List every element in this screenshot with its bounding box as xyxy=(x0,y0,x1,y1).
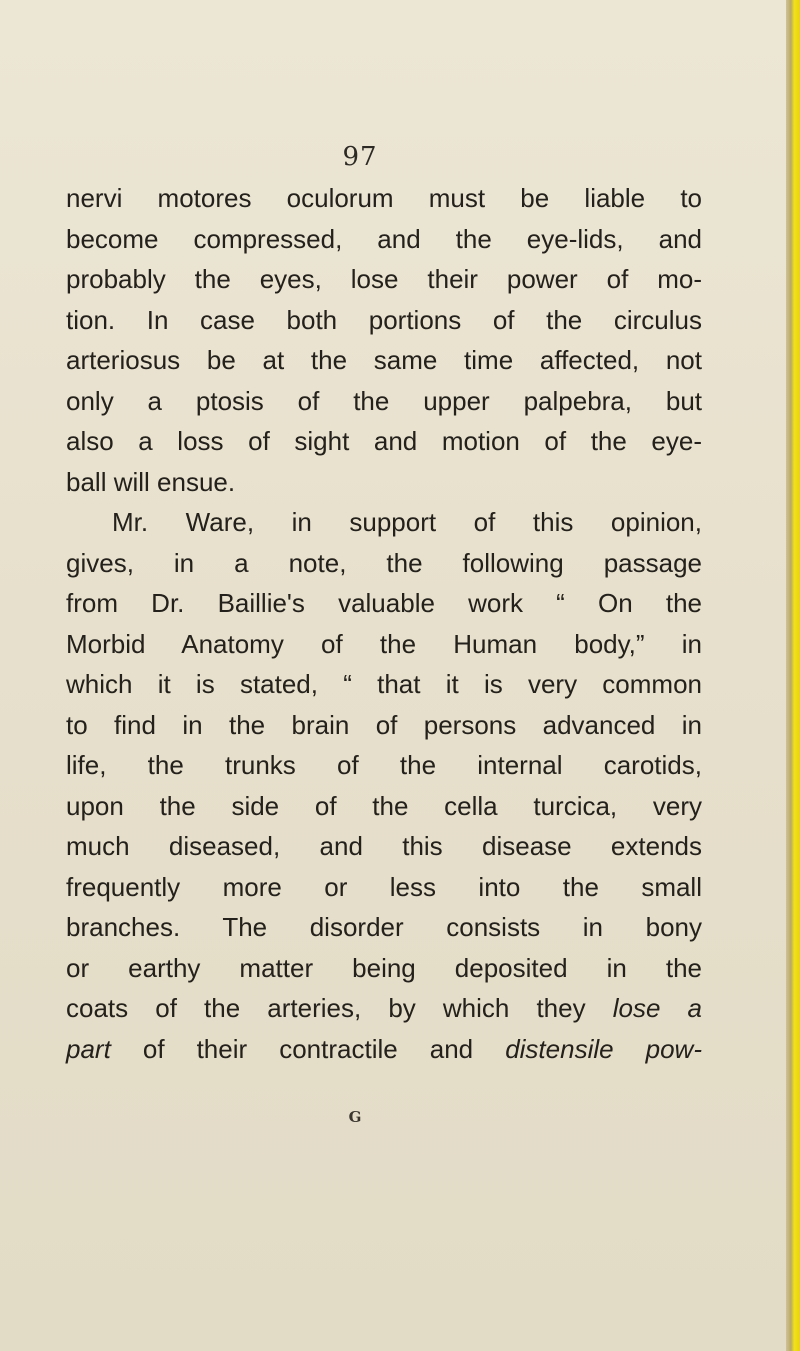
text-run: coats of the arteries, by which they xyxy=(66,993,586,1023)
text-line: from Dr. Baillie's valuable work “ On the xyxy=(66,588,702,618)
body-text xyxy=(66,178,702,1069)
text-line xyxy=(66,988,702,1029)
text-line: to find in the brain of persons advanced in xyxy=(66,709,702,740)
text-line: arteriosus be at the same time affected, not xyxy=(66,345,702,375)
gilt-page-edge xyxy=(786,0,800,1351)
page-number: 97 xyxy=(342,142,378,172)
text-run: of their contractile and xyxy=(142,1033,474,1064)
text-line: or earthy matter being deposited in the xyxy=(66,952,702,983)
text-line: gives, in a note, the following passage xyxy=(66,547,702,578)
text-line: only a ptosis of the upper palpebra, but xyxy=(66,385,702,416)
text-line: tion. In case both portions of the circulus xyxy=(66,304,702,335)
text-line: branches. The disorder consists in bony xyxy=(66,912,702,942)
text-line xyxy=(66,1029,702,1070)
italic-run: distensile pow- xyxy=(505,1033,702,1064)
text-line: become compressed, and the eye-lids, and xyxy=(66,223,702,254)
text-line: Morbid Anatomy of the Human body,” in xyxy=(66,628,702,659)
italic-run: part xyxy=(66,1033,111,1064)
text-line: much diseased, and this disease extends xyxy=(66,831,702,861)
text-line: frequently more or less into the small xyxy=(66,871,702,902)
text-line: Mr. Ware, in support of this opinion, xyxy=(112,507,702,537)
text-line: nervi motores oculorum must be liable to xyxy=(66,183,702,213)
text-line: probably the eyes, lose their power of mo- xyxy=(66,264,702,294)
text-line: which it is stated, “ that it is very common xyxy=(66,669,702,699)
text-line: life, the trunks of the internal carotids, xyxy=(66,750,702,780)
italic-run: lose a xyxy=(612,993,702,1023)
text-line: upon the side of the cella turcica, very xyxy=(66,790,702,821)
text-line: also a loss of sight and motion of the eye- xyxy=(66,426,702,456)
text-line: ball will ensue. xyxy=(66,466,236,497)
signature-mark: G xyxy=(348,1108,362,1126)
